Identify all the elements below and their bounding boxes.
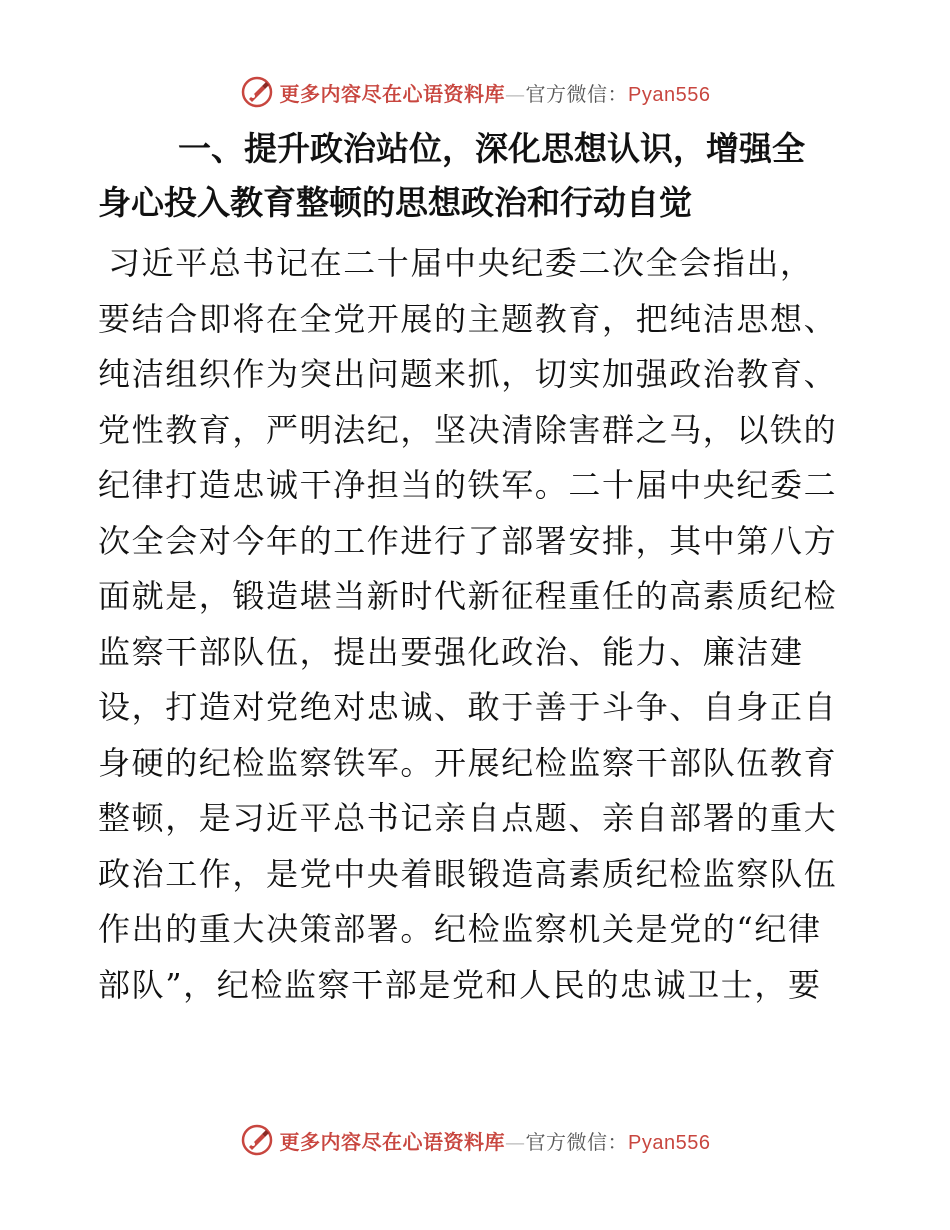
watermark-official-label: 官方微信： <box>525 81 629 106</box>
section-heading <box>98 122 848 230</box>
watermark-wechat-id: Pyan556 <box>628 1131 711 1154</box>
watermark-dash: — <box>505 1129 526 1154</box>
watermark-brand: 更多内容尽在心语资料库 <box>279 1129 506 1154</box>
body-line: 纪律打造忠诚干净担当的铁军。二十届中央纪委二 <box>98 466 838 504</box>
heading-line: 一、提升政治站位，深化思想认识，增强全 <box>178 129 805 168</box>
body-line: 设，打造对党绝对忠诚、敢于善于斗争、自身正自 <box>98 688 838 726</box>
body-line: 党性教育，严明法纪，坚决清除害群之马，以铁的 <box>98 410 838 449</box>
body-line: 整顿，是习近平总书记亲自点题、亲自部署的重大 <box>98 799 838 837</box>
body-line: 政治工作，是党中央着眼锻造高素质纪检监察队伍 <box>98 854 838 893</box>
footer-watermark <box>0 1120 950 1160</box>
watermark-dash: — <box>505 81 526 106</box>
body-line: 要结合即将在全党开展的主题教育，把纯洁思想、 <box>98 299 838 338</box>
body-line: 部队”，纪检监察干部是党和人民的忠诚卫士，要 <box>98 965 822 1004</box>
body-line: 作出的重大决策部署。纪检监察机关是党的“纪律 <box>98 910 822 948</box>
watermark-official-label: 官方微信： <box>525 1129 629 1154</box>
heading-line: 身心投入教育整顿的思想政治和行动自觉 <box>98 183 692 222</box>
pen-logo-icon <box>240 75 274 109</box>
header-watermark <box>0 72 950 112</box>
body-line: 身硬的纪检监察铁军。开展纪检监察干部队伍教育 <box>98 743 838 782</box>
pen-logo-icon <box>240 1123 274 1157</box>
body-paragraph <box>98 236 858 1013</box>
body-line: 面就是，锻造堪当新时代新征程重任的高素质纪检 <box>98 577 838 615</box>
watermark-brand: 更多内容尽在心语资料库 <box>279 81 506 106</box>
body-line: 监察干部队伍，提出要强化政治、能力、廉洁建 <box>98 632 804 671</box>
body-line: 习近平总书记在二十届中央纪委二次全会指出， <box>108 244 814 282</box>
body-line: 次全会对今年的工作进行了部署安排，其中第八方 <box>98 521 838 560</box>
body-line: 纯洁组织作为突出问题来抓，切实加强政治教育、 <box>98 355 838 393</box>
watermark-wechat-id: Pyan556 <box>628 83 711 106</box>
